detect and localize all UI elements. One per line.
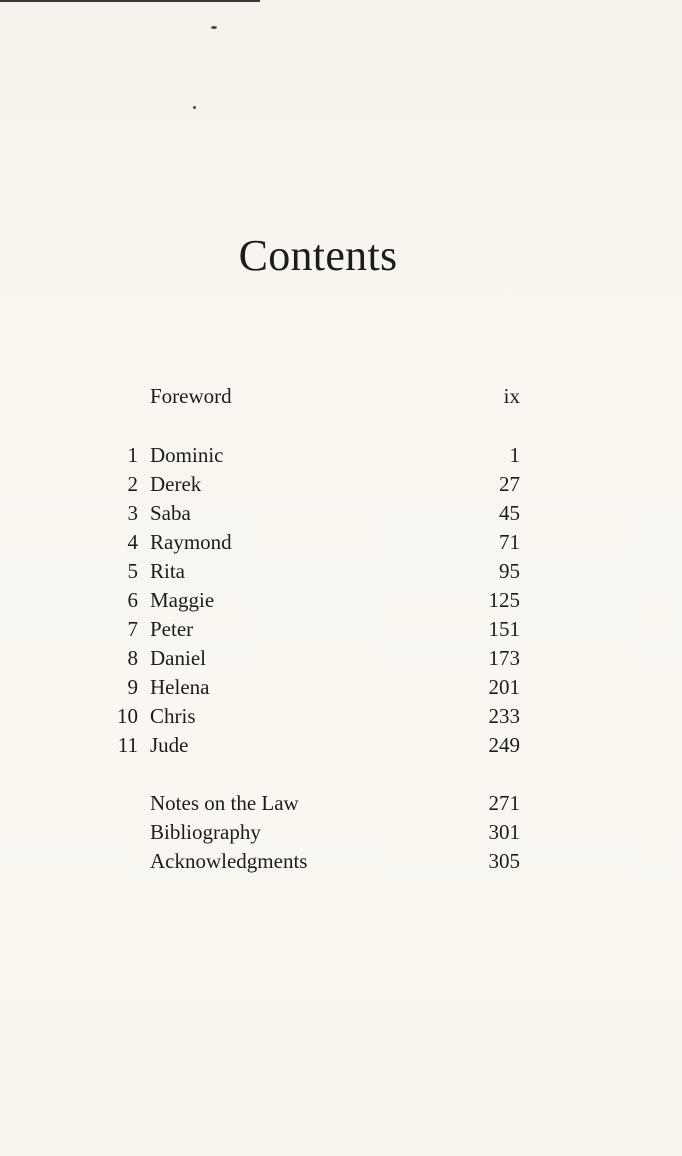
toc-label: Saba <box>150 501 191 525</box>
toc-page-number: 151 <box>488 617 520 641</box>
page-edge-shadow <box>0 0 260 2</box>
toc-label: Peter <box>150 617 194 641</box>
toc-label: Acknowledgments <box>150 849 308 873</box>
toc-label: Jude <box>150 733 189 757</box>
paper-speck <box>211 26 217 29</box>
toc-label: Dominic <box>150 443 224 467</box>
toc-page-number: 301 <box>488 820 520 844</box>
toc-label: Bibliography <box>150 820 261 844</box>
toc-row-chapter <box>110 644 520 673</box>
toc-row-chapter <box>110 470 520 499</box>
chapter-number: 6 <box>127 588 138 612</box>
toc-row-chapter <box>110 528 520 557</box>
toc-page-number: 95 <box>499 559 520 583</box>
toc-label: Chris <box>150 704 196 728</box>
toc-row-foreword <box>110 382 520 411</box>
chapter-number: 11 <box>117 733 138 757</box>
chapter-number: 5 <box>127 559 138 583</box>
page-title: Contents <box>238 231 398 280</box>
toc-row-chapter <box>110 586 520 615</box>
toc-label: Raymond <box>150 530 232 554</box>
toc-label: Foreword <box>150 384 232 408</box>
toc-row-chapter <box>110 499 520 528</box>
toc-row-back-matter <box>110 818 520 847</box>
toc-label: Maggie <box>150 588 215 612</box>
toc-row-back-matter <box>110 789 520 818</box>
toc-page-number: 45 <box>499 501 520 525</box>
toc-label: Helena <box>150 675 210 699</box>
toc-label: Daniel <box>150 646 206 670</box>
toc-page-number: 201 <box>488 675 520 699</box>
chapter-number: 7 <box>127 617 138 641</box>
chapter-number: 3 <box>127 501 138 525</box>
toc-page-number: 27 <box>499 472 520 496</box>
toc-row-back-matter <box>110 847 520 876</box>
paper-speck <box>193 106 196 109</box>
toc-label: Rita <box>150 559 185 583</box>
chapter-number: 8 <box>127 646 138 670</box>
toc-row-chapter <box>110 702 520 731</box>
toc-page-number: 71 <box>499 530 520 554</box>
toc-row-chapter <box>110 557 520 586</box>
chapter-number: 9 <box>127 675 138 699</box>
toc-row-chapter <box>110 673 520 702</box>
chapter-number: 2 <box>127 472 138 496</box>
toc-row-chapter <box>110 441 520 470</box>
toc-page-number: 125 <box>488 588 520 612</box>
toc-page-number: ix <box>503 384 520 408</box>
toc-page-number: 173 <box>488 646 520 670</box>
toc-page-number: 233 <box>488 704 520 728</box>
toc-label: Notes on the Law <box>150 791 299 815</box>
toc-page-number: 1 <box>509 443 520 467</box>
toc-row-chapter <box>110 731 520 760</box>
chapter-number: 4 <box>127 530 138 554</box>
toc-row-chapter <box>110 615 520 644</box>
toc-page-number: 249 <box>488 733 520 757</box>
chapter-number: 10 <box>117 704 138 728</box>
toc-page-number: 271 <box>488 791 520 815</box>
toc-label: Derek <box>150 472 202 496</box>
toc-page-number: 305 <box>488 849 520 873</box>
chapter-number: 1 <box>127 443 138 467</box>
